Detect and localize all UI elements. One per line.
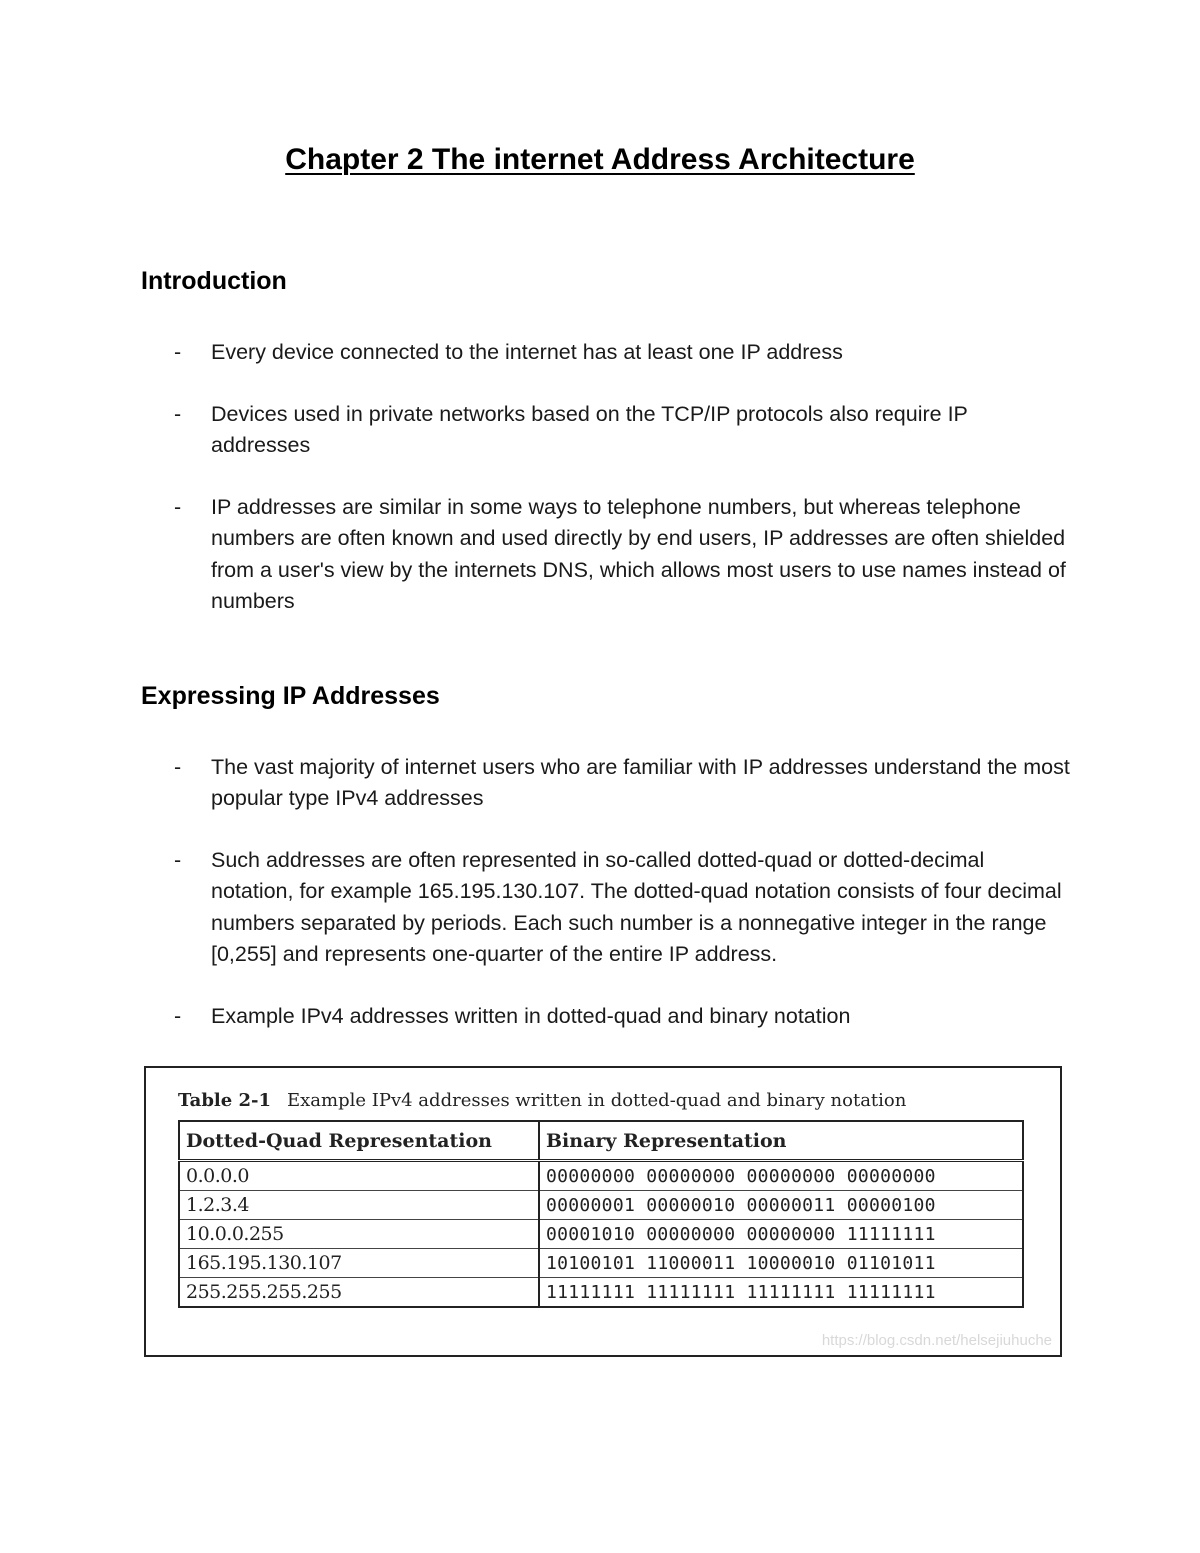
list-item	[141, 337, 1071, 368]
binary-cell: 11111111 11111111 11111111 11111111	[539, 1278, 1023, 1308]
table-row	[179, 1278, 1023, 1308]
section-heading-expressing-ip: Expressing IP Addresses	[141, 682, 440, 710]
dotted-quad-cell: 1.2.3.4	[179, 1191, 539, 1220]
list-item	[141, 845, 1071, 970]
list-item-text: Every device connected to the internet has at least one IP address	[211, 340, 843, 364]
column-header-dotted-quad: Dotted-Quad Representation	[179, 1121, 539, 1161]
list-item	[141, 1001, 1071, 1032]
binary-cell: 00001010 00000000 00000000 11111111	[539, 1220, 1023, 1249]
dotted-quad-cell: 0.0.0.0	[179, 1161, 539, 1191]
watermark: https://blog.csdn.net/helsejiuhuche	[821, 1332, 1052, 1349]
bullet-dash: -	[174, 402, 182, 426]
bullet-dash: -	[174, 340, 182, 364]
list-item-text: Example IPv4 addresses written in dotted-quad and binary notation	[211, 1004, 851, 1028]
dotted-quad-cell: 255.255.255.255	[179, 1278, 539, 1308]
table-row	[179, 1191, 1023, 1220]
table-caption	[178, 1090, 906, 1111]
ip-address-table	[178, 1120, 1024, 1308]
table-caption-label: Table 2-1	[178, 1090, 271, 1111]
dotted-quad-cell: 165.195.130.107	[179, 1249, 539, 1278]
bullet-dash: -	[174, 755, 182, 779]
binary-cell: 00000001 00000010 00000011 00000100	[539, 1191, 1023, 1220]
table-figure	[144, 1066, 1062, 1357]
table-row	[179, 1161, 1023, 1191]
page-title: Chapter 2 The internet Address Architecture	[285, 143, 915, 176]
list-item	[141, 752, 1071, 815]
bullet-dash: -	[174, 1004, 182, 1028]
bullet-dash: -	[174, 848, 182, 872]
section-heading-introduction: Introduction	[141, 267, 287, 295]
bullet-dash: -	[174, 495, 182, 519]
list-item-text: Such addresses are often represented in so-called dotted-quad or dotted-decimal notation, for example 165.195.130.107. The dotted-quad notation consists of four decimal numbers separated by periods. Each such number is a nonnegative integer in the range [0,255] and represents one-quarter of the entire IP address.	[211, 848, 1062, 966]
list-item	[141, 399, 1071, 462]
list-item-text: The vast majority of internet users who are familiar with IP addresses understand the most popular type IPv4 addresses	[211, 755, 1070, 811]
table-caption-text: Example IPv4 addresses written in dotted-quad and binary notation	[287, 1090, 907, 1111]
table-header-row	[179, 1121, 1023, 1161]
dotted-quad-cell: 10.0.0.255	[179, 1220, 539, 1249]
list-item-text: Devices used in private networks based on the TCP/IP protocols also require IP addresses	[211, 402, 968, 458]
binary-cell: 10100101 11000011 10000010 01101011	[539, 1249, 1023, 1278]
table-row	[179, 1220, 1023, 1249]
column-header-binary: Binary Representation	[539, 1121, 1023, 1161]
list-item-text: IP addresses are similar in some ways to telephone numbers, but whereas telephone numbers are often known and used directly by end users, IP addresses are often shielded from a user's view by the internets DNS, which allows most users to use names instead of numbers	[211, 495, 1066, 613]
binary-cell: 00000000 00000000 00000000 00000000	[539, 1161, 1023, 1191]
list-item	[141, 492, 1071, 617]
table-row	[179, 1249, 1023, 1278]
